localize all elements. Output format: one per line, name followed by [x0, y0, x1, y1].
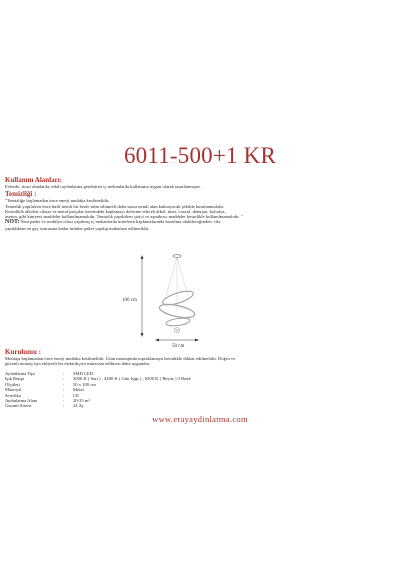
- width-arrow-right: [195, 339, 199, 342]
- spec-label: Aydınlatma Tipi: [5, 371, 35, 376]
- spec-separator: :: [63, 398, 65, 404]
- spec-separator: :: [63, 403, 65, 409]
- note-line-2: yapıldıktan en geç sonrasına kadar ürünler paket yapılıp muhafaza edilmelidir.: [5, 225, 150, 231]
- spec-label: Materyal: [5, 387, 22, 393]
- cleaning-line: Temizlik yapılırken önce hafif nemli bir bezle ürün silinmeli daha sonra nemli alan kalmayacak şekilde kurulanmalıdır.: [5, 203, 225, 209]
- spec-value: 24 Ay: [73, 403, 84, 409]
- spec-row: [5, 403, 305, 408]
- spec-list: [5, 371, 305, 409]
- spec-label: Aydınlatma Alanı: [5, 398, 38, 404]
- spec-separator: :: [63, 371, 65, 376]
- product-title: 6011-500+1 KR: [123, 143, 277, 168]
- spec-label: Ölçüleri: [5, 381, 21, 387]
- spec-label: Garanti Süresi: [5, 403, 32, 409]
- height-label: 100 cm: [122, 298, 137, 303]
- width-arrow-left: [155, 339, 159, 342]
- cleaning-line: "Temizliğe başlamadan önce enerji mutlaka kesilmelidir.: [5, 198, 110, 204]
- installation-section: [5, 348, 367, 367]
- note-text: Yeni parke ve mobilya cilası yapılmış iç mekanlarda ürünlerin kaplamalarında bozulma olabileceğinden, cila: [19, 219, 221, 225]
- usage-text: Evlerde, ticari alanlarda, etkili aydınlatma gerektiren iç mekanlarda kullanıma uygun olarak tasarlanmıştır.: [5, 184, 201, 189]
- spec-value: CE: [73, 392, 79, 398]
- chandelier-icon: [158, 255, 196, 333]
- spec-value: SMD LED: [73, 371, 94, 376]
- spec-value: 50 x 100 cm: [73, 381, 96, 387]
- spec-label: Sertifika: [5, 392, 21, 398]
- spec-value: 20-25 m²: [73, 398, 90, 404]
- width-label: 50 cm: [172, 344, 185, 348]
- cleaning-line: aseton, gibi kimyevi maddeler kullanılmamalıdır. Temizlik yapılırken çizici ve aşındırıcı maddeler kesinlikle kullanılmamalıdır. ": [5, 214, 243, 220]
- installation-heading: Kurulumu :: [5, 348, 41, 356]
- height-arrow-top: [141, 255, 144, 259]
- spec-value: Metal: [73, 387, 84, 393]
- cleaning-text: [5, 198, 367, 231]
- spec-separator: :: [63, 392, 65, 398]
- spec-label: Işık Rengi: [5, 376, 25, 382]
- installation-line: Montaja başlamadan önce enerji mutlaka kesilmelidir. Ürün montajında topraklamaya kesinlikle dikkat edilmelidir. Doğru ve: [5, 356, 236, 361]
- spec-value: 3000 K ( Sarı ) , 4200 K ( Gün Işığı ) , 6500 K ( Beyaz ) 3 Renk: [73, 376, 191, 382]
- cleaning-heading: Temizliği :: [5, 190, 37, 199]
- height-arrow-bottom: [141, 333, 144, 337]
- chandelier-diagram: [120, 252, 280, 348]
- description-section: [5, 176, 367, 231]
- website-link[interactable]: www.erayaydinlatma.com: [152, 414, 248, 424]
- spec-separator: :: [63, 376, 65, 382]
- cleaning-line: Kesinlikle alkolsü cilasız ve metal parçalar üzerindeki kaplamayı deforme edecek alkol, tiner, vaxsol, deterjan, kolonya,: [5, 208, 226, 214]
- spec-separator: :: [63, 381, 65, 387]
- installation-line: güvenli montaj için ehliyetli bir elektrikçiye müracaat edilmesi daha uygundur.: [5, 361, 151, 367]
- usage-heading: Kullanım Alanları:: [5, 176, 62, 184]
- note-label: NOT:: [5, 219, 20, 226]
- spec-separator: :: [63, 387, 65, 393]
